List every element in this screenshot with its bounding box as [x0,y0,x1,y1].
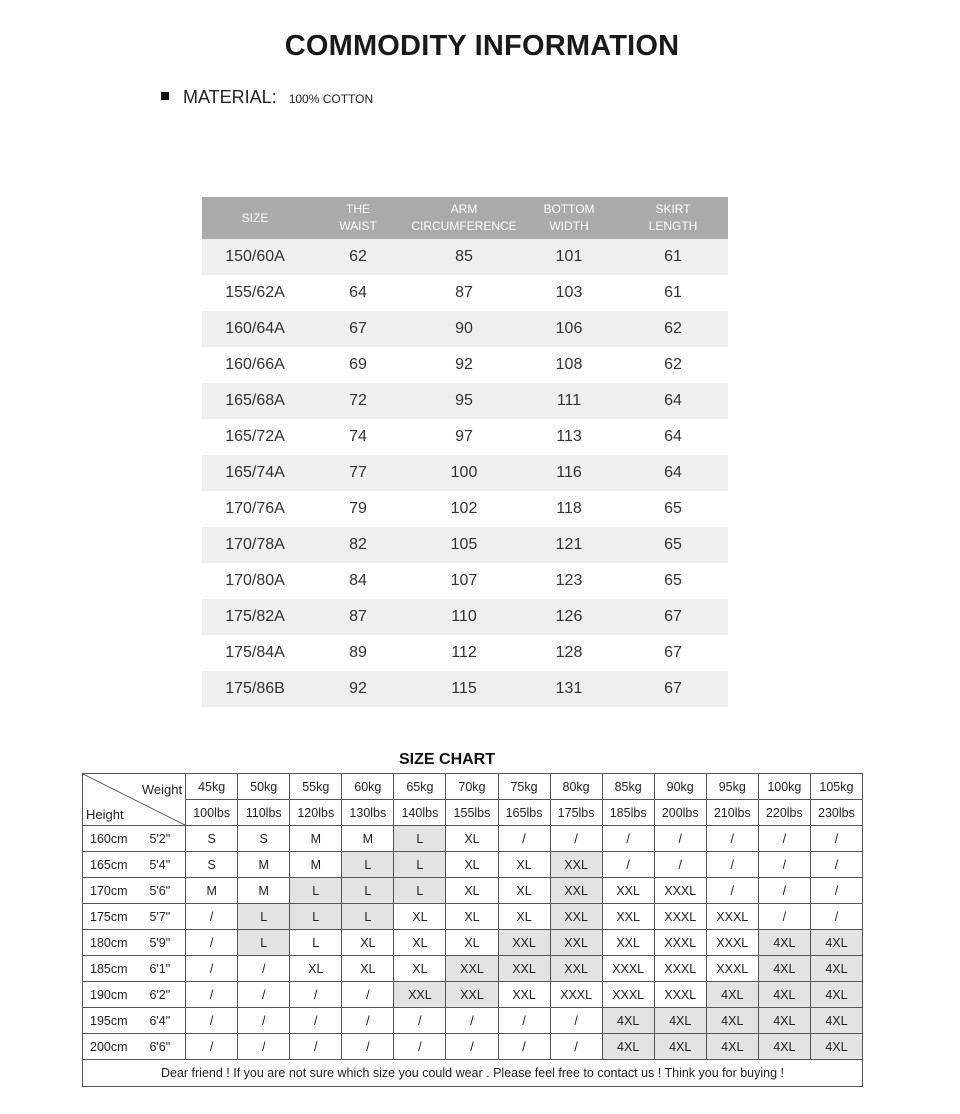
size-cell: / [186,956,238,982]
table-cell: 113 [520,419,618,455]
size-cell: / [810,826,862,852]
size-cell: XXXL [550,982,602,1008]
table-cell: 74 [308,419,408,455]
size-cell: M [290,852,342,878]
measurement-table [202,197,728,707]
size-cell: 4XL [810,982,862,1008]
table-cell: 61 [618,239,728,275]
size-cell: / [394,1008,446,1034]
size-chart-kg-row [83,774,863,800]
table-cell: 165/74A [202,455,308,491]
weight-kg-cell: 45kg [186,774,238,800]
size-cell: XL [498,878,550,904]
size-chart-row [83,852,863,878]
size-cell: L [342,852,394,878]
table-cell: 105 [408,527,520,563]
size-cell: XXXL [706,956,758,982]
size-cell: S [186,852,238,878]
size-cell: / [498,1008,550,1034]
table-cell: 79 [308,491,408,527]
size-cell: XXXL [602,956,654,982]
size-cell: / [238,982,290,1008]
size-cell: / [550,1008,602,1034]
table-cell: 85 [408,239,520,275]
size-cell: 4XL [654,1034,706,1060]
table-cell: 100 [408,455,520,491]
bullet-square-icon [161,92,169,100]
size-cell: / [706,878,758,904]
table-cell: 90 [408,311,520,347]
size-cell: 4XL [758,1034,810,1060]
size-cell: XXL [550,904,602,930]
table-cell: 87 [308,599,408,635]
table-cell: 175/82A [202,599,308,635]
table-cell: 97 [408,419,520,455]
size-cell: XXL [550,878,602,904]
size-cell: XXL [602,904,654,930]
size-cell: 4XL [810,956,862,982]
height-ft-cell: 5'4" [135,852,186,878]
weight-kg-cell: 85kg [602,774,654,800]
table-cell: 115 [408,671,520,707]
material-label: MATERIAL: [183,87,277,107]
table-cell: 170/76A [202,491,308,527]
measurement-header-cell [618,197,728,239]
size-chart-row [83,826,863,852]
size-cell: / [238,956,290,982]
size-cell: XL [446,930,498,956]
weight-lbs-cell: 230lbs [810,800,862,826]
size-cell: XL [498,904,550,930]
size-cell: / [810,904,862,930]
size-cell: L [290,878,342,904]
weight-kg-cell: 100kg [758,774,810,800]
measurement-header-row [202,197,728,239]
table-cell: 87 [408,275,520,311]
header-text: SIZE [241,210,269,225]
header-text: LENGTH [648,219,698,233]
measurement-body [202,239,728,707]
size-cell: XL [394,956,446,982]
table-row [202,491,728,527]
size-cell: / [758,904,810,930]
weight-lbs-cell: 200lbs [654,800,706,826]
table-cell: 112 [408,635,520,671]
size-cell: 4XL [758,956,810,982]
height-cm-cell: 160cm [83,826,135,852]
size-cell: XL [446,904,498,930]
size-cell: / [602,826,654,852]
size-cell: / [602,852,654,878]
size-cell: XXL [446,982,498,1008]
size-cell: / [446,1008,498,1034]
size-cell: / [550,826,602,852]
table-cell: 107 [408,563,520,599]
size-cell: 4XL [706,982,758,1008]
weight-lbs-cell: 165lbs [498,800,550,826]
weight-kg-cell: 60kg [342,774,394,800]
table-row [202,455,728,491]
weight-kg-cell: 55kg [290,774,342,800]
table-row [202,563,728,599]
height-ft-cell: 5'2" [135,826,186,852]
size-chart-body [83,774,863,1087]
header-text: WIDTH [549,219,589,233]
height-cm-cell: 200cm [83,1034,135,1060]
material-value: 100% COTTON [288,92,374,106]
table-row [202,275,728,311]
height-cm-cell: 165cm [83,852,135,878]
size-cell: 4XL [758,982,810,1008]
header-text: THE [346,202,370,216]
size-chart-row [83,1034,863,1060]
table-cell: 116 [520,455,618,491]
table-cell: 62 [618,347,728,383]
size-cell: XXXL [706,904,758,930]
table-row [202,635,728,671]
table-cell: 160/66A [202,347,308,383]
table-cell: 108 [520,347,618,383]
header-text: CIRCUMFERENCE [411,219,517,233]
table-cell: 67 [618,671,728,707]
table-cell: 106 [520,311,618,347]
table-cell: 67 [618,635,728,671]
table-cell: 111 [520,383,618,419]
table-cell: 160/64A [202,311,308,347]
height-ft-cell: 6'6" [135,1034,186,1060]
size-cell: / [290,982,342,1008]
size-cell: XXL [550,852,602,878]
table-row [202,239,728,275]
size-chart-row [83,982,863,1008]
weight-lbs-cell: 155lbs [446,800,498,826]
height-cm-cell: 170cm [83,878,135,904]
size-cell: XL [498,852,550,878]
weight-lbs-cell: 140lbs [394,800,446,826]
size-cell: XXXL [602,982,654,1008]
size-chart-corner [83,774,186,826]
table-cell: 123 [520,563,618,599]
material-line [161,87,373,108]
table-cell: 89 [308,635,408,671]
table-cell: 65 [618,491,728,527]
height-cm-cell: 175cm [83,904,135,930]
table-cell: 170/78A [202,527,308,563]
size-cell: XXXL [706,930,758,956]
weight-kg-cell: 75kg [498,774,550,800]
table-cell: 77 [308,455,408,491]
size-cell: XL [290,956,342,982]
height-cm-cell: 185cm [83,956,135,982]
size-cell: XXXL [654,904,706,930]
table-cell: 126 [520,599,618,635]
header-text: BOTTOM [543,202,595,216]
size-chart-row [83,904,863,930]
size-chart-row [83,1008,863,1034]
table-cell: 62 [618,311,728,347]
size-cell: XL [394,904,446,930]
height-ft-cell: 6'2" [135,982,186,1008]
size-cell: / [186,982,238,1008]
weight-axis-label: Weight [141,782,183,797]
size-chart-lbs-row [83,800,863,826]
table-cell: 155/62A [202,275,308,311]
size-cell: / [498,1034,550,1060]
size-chart-row [83,930,863,956]
size-cell: M [342,826,394,852]
height-cm-cell: 180cm [83,930,135,956]
size-cell: S [238,826,290,852]
height-ft-cell: 6'1" [135,956,186,982]
table-cell: 62 [308,239,408,275]
size-cell: XXL [498,956,550,982]
size-cell: / [758,852,810,878]
table-cell: 65 [618,563,728,599]
table-cell: 175/84A [202,635,308,671]
size-cell: 4XL [706,1008,758,1034]
table-cell: 92 [408,347,520,383]
size-cell: 4XL [810,1034,862,1060]
measurement-header-cell [408,197,520,239]
table-cell: 82 [308,527,408,563]
size-cell: 4XL [654,1008,706,1034]
height-cm-cell: 190cm [83,982,135,1008]
size-cell: / [238,1008,290,1034]
size-cell: XXL [498,982,550,1008]
table-cell: 101 [520,239,618,275]
table-cell: 84 [308,563,408,599]
table-cell: 110 [408,599,520,635]
table-row [202,347,728,383]
table-cell: 67 [308,311,408,347]
weight-kg-cell: 65kg [394,774,446,800]
size-chart-footer-row [83,1060,863,1087]
size-cell: L [342,878,394,904]
size-cell: 4XL [810,1008,862,1034]
table-cell: 118 [520,491,618,527]
weight-lbs-cell: 210lbs [706,800,758,826]
size-cell: / [394,1034,446,1060]
size-cell: XL [394,930,446,956]
size-cell: L [394,878,446,904]
table-cell: 61 [618,275,728,311]
size-cell: S [186,826,238,852]
weight-lbs-cell: 120lbs [290,800,342,826]
header-text: SKIRT [655,202,691,216]
table-cell: 175/86B [202,671,308,707]
size-cell: / [186,1034,238,1060]
table-cell: 64 [618,383,728,419]
size-cell: XXL [602,930,654,956]
weight-kg-cell: 90kg [654,774,706,800]
size-cell: XXXL [654,956,706,982]
height-ft-cell: 5'6" [135,878,186,904]
size-cell: L [342,904,394,930]
table-cell: 131 [520,671,618,707]
size-cell: M [238,878,290,904]
table-row [202,311,728,347]
weight-lbs-cell: 110lbs [238,800,290,826]
size-cell: 4XL [758,930,810,956]
size-cell: XL [342,956,394,982]
size-cell: XL [446,878,498,904]
weight-kg-cell: 70kg [446,774,498,800]
size-cell: / [550,1034,602,1060]
measurement-header-cell [520,197,618,239]
size-cell: / [290,1034,342,1060]
size-chart-title: SIZE CHART [399,751,495,768]
size-cell: M [186,878,238,904]
weight-kg-cell: 105kg [810,774,862,800]
measurement-header-cell [308,197,408,239]
size-cell: / [342,1034,394,1060]
size-cell: / [654,852,706,878]
size-cell: / [342,1008,394,1034]
table-row [202,599,728,635]
table-row [202,527,728,563]
table-cell: 121 [520,527,618,563]
size-cell: L [238,904,290,930]
table-row [202,383,728,419]
size-cell: / [654,826,706,852]
size-cell: / [810,878,862,904]
table-cell: 65 [618,527,728,563]
header-text: WAIST [339,219,377,233]
size-cell: XXL [394,982,446,1008]
size-chart-row [83,878,863,904]
table-row [202,419,728,455]
size-cell: L [394,826,446,852]
size-cell: / [758,826,810,852]
table-cell: 67 [618,599,728,635]
table-cell: 92 [308,671,408,707]
table-cell: 103 [520,275,618,311]
size-chart-table [82,773,863,1087]
size-chart-row [83,956,863,982]
size-cell: 4XL [602,1034,654,1060]
size-cell: / [238,1034,290,1060]
measurement-header-cell [202,197,308,239]
table-cell: 64 [618,419,728,455]
height-cm-cell: 195cm [83,1008,135,1034]
size-cell: / [186,904,238,930]
size-cell: / [706,852,758,878]
weight-lbs-cell: 100lbs [186,800,238,826]
table-row [202,671,728,707]
height-ft-cell: 5'9" [135,930,186,956]
height-ft-cell: 5'7" [135,904,186,930]
weight-lbs-cell: 130lbs [342,800,394,826]
size-cell: XXL [550,930,602,956]
size-cell: XL [446,826,498,852]
size-cell: XXXL [654,930,706,956]
table-cell: 102 [408,491,520,527]
size-cell: XXXL [654,982,706,1008]
height-ft-cell: 6'4" [135,1008,186,1034]
table-cell: 64 [308,275,408,311]
size-cell: 4XL [810,930,862,956]
size-cell: 4XL [706,1034,758,1060]
size-cell: / [758,878,810,904]
size-cell: 4XL [602,1008,654,1034]
weight-kg-cell: 50kg [238,774,290,800]
weight-kg-cell: 95kg [706,774,758,800]
table-cell: 64 [618,455,728,491]
size-cell: / [810,852,862,878]
size-cell: / [342,982,394,1008]
table-cell: 69 [308,347,408,383]
table-cell: 95 [408,383,520,419]
size-cell: L [290,930,342,956]
size-cell: XXL [498,930,550,956]
size-cell: M [290,826,342,852]
table-cell: 165/68A [202,383,308,419]
page-title: COMMODITY INFORMATION [284,30,680,62]
size-cell: L [238,930,290,956]
size-cell: XL [342,930,394,956]
size-chart-footer-note: Dear friend ! If you are not sure which size you could wear . Please feel free to contact us ! Think you for buying ! [83,1060,863,1087]
size-cell: XXL [446,956,498,982]
table-cell: 72 [308,383,408,419]
size-cell: / [186,930,238,956]
size-cell: XXL [602,878,654,904]
size-cell: XXL [550,956,602,982]
size-cell: M [238,852,290,878]
size-cell: / [186,1008,238,1034]
size-cell: / [498,826,550,852]
size-cell: / [706,826,758,852]
table-cell: 165/72A [202,419,308,455]
weight-lbs-cell: 175lbs [550,800,602,826]
size-cell: XL [446,852,498,878]
size-cell: L [290,904,342,930]
size-cell: L [394,852,446,878]
table-cell: 170/80A [202,563,308,599]
size-cell: / [290,1008,342,1034]
weight-lbs-cell: 220lbs [758,800,810,826]
header-text: ARM [450,202,478,216]
size-cell: / [446,1034,498,1060]
table-cell: 150/60A [202,239,308,275]
size-cell: XXXL [654,878,706,904]
weight-kg-cell: 80kg [550,774,602,800]
size-cell: 4XL [758,1008,810,1034]
weight-lbs-cell: 185lbs [602,800,654,826]
table-cell: 128 [520,635,618,671]
height-axis-label: Height [86,807,124,822]
